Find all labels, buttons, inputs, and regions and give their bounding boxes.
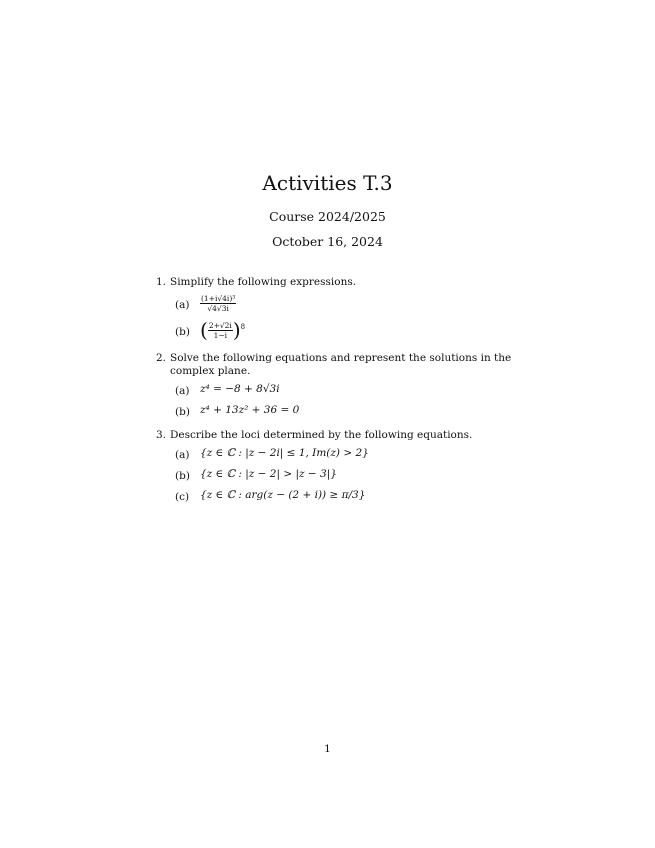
sub-item-label: (b) [175,406,190,418]
math-expression [200,294,236,313]
question-text: Simplify the following expressions. [170,276,357,288]
sub-item-3b [175,468,516,484]
exponent: 8 [240,323,246,331]
denominator: 1−i [213,331,228,340]
math-expression: {z ∈ ℂ : |z − 2i| ≤ 1, Im(z) > 2} [200,447,369,459]
sub-item-label: (b) [175,470,190,482]
math-expression: z⁴ + 13z² + 36 = 0 [200,404,300,416]
numerator: (1+i√4i)³ [201,294,236,303]
sub-item-1b [175,318,516,343]
sub-item-3c [175,489,516,505]
question-list [156,276,516,514]
question-number: 1. [156,276,167,288]
fraction [208,321,233,340]
sub-item-2b [175,404,516,420]
question-text: Describe the loci determined by the following equations. [170,429,473,441]
question-2 [156,352,516,420]
sub-item-3a [175,447,516,463]
sub-item-label: (a) [175,385,190,397]
math-expression: z⁴ = −8 + 8√3i [200,383,280,395]
denominator: √4√3i [207,304,229,313]
sub-item-2a [175,383,516,399]
sub-item-label: (c) [175,491,190,503]
question-text: Solve the following equations and represent the solutions in the complex plane. [170,352,512,377]
document-title: Activities T.3 [262,171,393,195]
numerator: 2+√2i [208,321,232,330]
math-expression: {z ∈ ℂ : |z − 2| > |z − 3|} [200,468,337,480]
page-number: 1 [324,743,331,755]
question-number: 2. [156,352,167,364]
sub-item-label: (a) [175,299,190,311]
math-expression: {z ∈ ℂ : arg(z − (2 + i)) ≥ π/3} [200,489,366,501]
question-number: 3. [156,429,167,441]
course-line: Course 2024/2025 [269,209,386,224]
fraction [200,294,236,313]
sub-item-label: (a) [175,449,190,461]
question-3 [156,429,516,505]
date-line: October 16, 2024 [272,234,383,249]
math-expression: ( $\frac{2+√2i}{1-i}$ )$^8$ [200,318,246,342]
sub-item-label: (b) [175,326,190,338]
question-1 [156,276,516,343]
sub-item-1a [175,294,516,316]
